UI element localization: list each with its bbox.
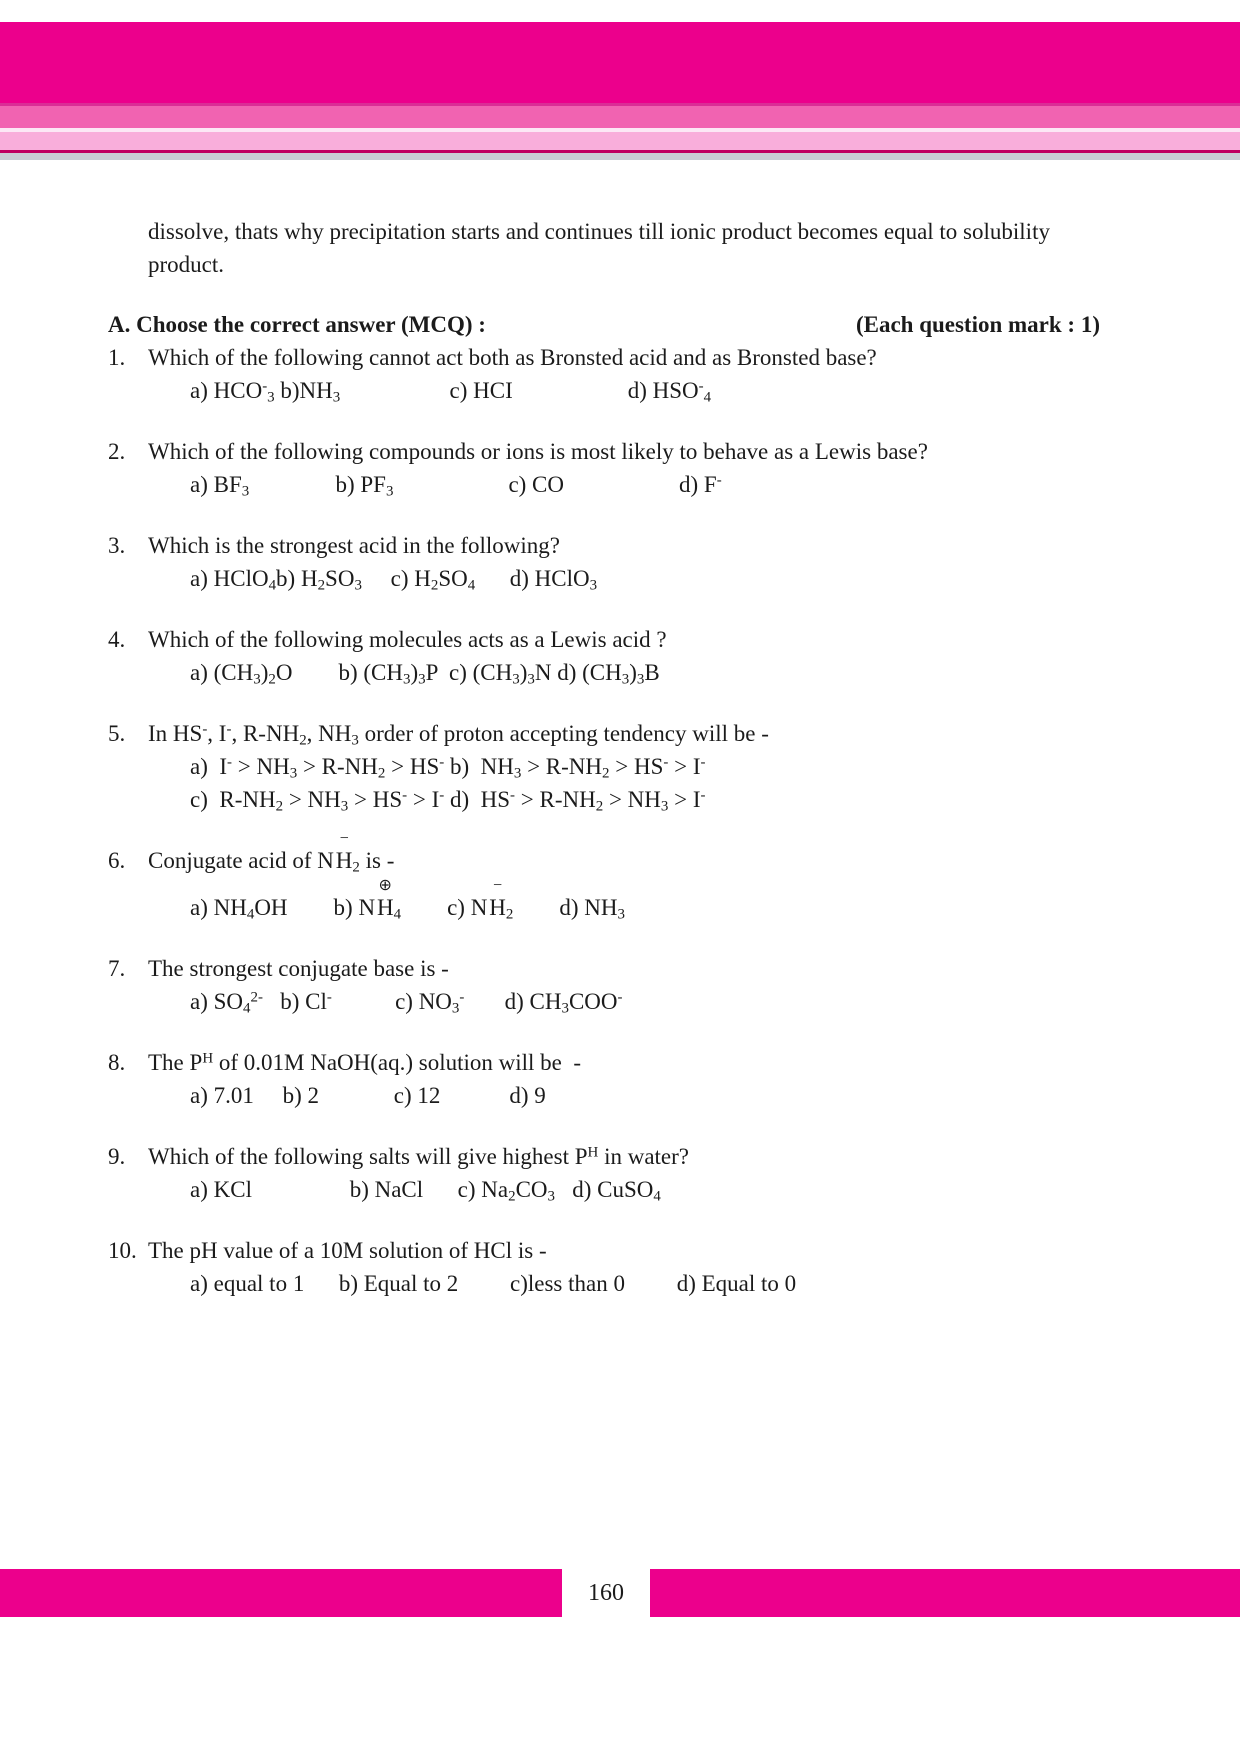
question-text: Which of the following compounds or ions is most likely to behave as a Lewis base? [148, 439, 928, 464]
question-text: The $P^H$ of 0.01M NaOH(aq.) solution will be - [148, 1050, 582, 1075]
option-line: a) 7.01 b) 2 c) 12 d) 9 [190, 1083, 546, 1108]
header-bar-pink-medium [0, 106, 1240, 128]
question [108, 341, 1100, 407]
footer-bar-right [650, 1569, 1240, 1617]
header-line-gray [0, 153, 1240, 160]
question-row [108, 1046, 1100, 1079]
option-line: a) $NH_4OH$ b) N ⊕ $H_4$ c) N − $H_2$ d) $NH_3$ [190, 877, 625, 923]
question-number: 10. [108, 1238, 137, 1263]
page-header-band [0, 0, 1240, 160]
question-number: 2. [108, 439, 126, 464]
option-line: a) $(CH_3)_2O$ b) $(CH_3)_3P$ c) $(CH_3)_3N$ d) $(CH_3)_3B$ [190, 660, 660, 688]
header-white-margin [0, 0, 1240, 22]
option-line: a) $HCO^-_3$ $b)NH_3$ c) HCI d) $HSO^-_4$ [190, 378, 712, 406]
option-line: a) $SO_4^{2-}$ b) Cl- c) $NO_3^-$ d) $CH_3COO^-$ [190, 989, 623, 1017]
question-number: 1. [108, 345, 126, 370]
option-line: a) equal to 1 b) Equal to 2 c)less than 0 d) Equal to 0 [190, 1271, 797, 1296]
option-line: c) $R-NH_2 > NH_3 > HS^- > I^-$ d) $HS^- > R-NH_2 > NH_3 > I^-$ [190, 787, 706, 815]
question [108, 830, 1100, 924]
option-line: a) $I^- > NH_3 > R-NH_2 > HS^-$ b) $NH_3 > R-NH_2 > HS^- > I^-$ [190, 754, 706, 782]
question [108, 623, 1100, 689]
question-text: Which of the following molecules acts as a Lewis acid ? [148, 627, 667, 652]
option-line: a) HClO$_4$b) $H_2SO_3$ c) $H_2SO_4$ d) HClO$_3$ [190, 566, 598, 594]
page-content [0, 160, 1240, 1300]
section-title: A. Choose the correct answer (MCQ) : [108, 312, 486, 337]
question-number: 9. [108, 1144, 126, 1169]
question-row [108, 435, 1100, 468]
question-number: 8. [108, 1050, 126, 1075]
question-list [108, 341, 1100, 1300]
question [108, 717, 1100, 816]
question-number: 4. [108, 627, 126, 652]
question-text: Which of the following salts will give highest $P^H$ in water? [148, 1144, 689, 1169]
question-number: 6. [108, 848, 126, 873]
question [108, 952, 1100, 1018]
question-number: 3. [108, 533, 126, 558]
page-number-box [562, 1569, 650, 1617]
section-mark-note: (Each question mark : 1) [855, 312, 1100, 337]
question-text: Conjugate acid of N − $H_2$ is - [148, 830, 395, 876]
question-text: In HS-, I-, $R-NH_2$, $NH_3$ order of proton accepting tendency will be - [148, 721, 769, 749]
question [108, 435, 1100, 501]
question [108, 1234, 1100, 1300]
question [108, 1046, 1100, 1112]
question-text: Which of the following cannot act both as Bronsted acid and as Bronsted base? [148, 345, 877, 370]
question-row [108, 529, 1100, 562]
question-row [108, 830, 1100, 877]
question-row [108, 1140, 1100, 1173]
header-bar-magenta [0, 22, 1240, 103]
question-text: Which is the strongest acid in the following? [148, 533, 560, 558]
intro-line-2: product. [148, 252, 225, 277]
option-line: a) $BF_3$ b) $PF_3$ c) CO d) F- [190, 472, 722, 500]
question [108, 529, 1100, 595]
option-line: a) KCl b) NaCl c) $Na_2CO_3$ d) CuSO$_4$ [190, 1177, 661, 1205]
question-row [108, 717, 1100, 750]
section-heading [108, 308, 1100, 341]
question-text: The strongest conjugate base is - [148, 956, 449, 981]
page-footer-band [0, 1569, 1240, 1617]
question-text: The pH value of a 10M solution of HCl is - [148, 1238, 547, 1263]
question-row [108, 341, 1100, 374]
question-row [108, 623, 1100, 656]
question-row [108, 952, 1100, 985]
question-row [108, 1234, 1100, 1267]
question-number: 5. [108, 721, 126, 746]
question [108, 1140, 1100, 1206]
question-number: 7. [108, 956, 126, 981]
page-number: 160 [588, 1579, 624, 1606]
footer-bar-left [0, 1569, 562, 1617]
header-bar-pink-light [0, 132, 1240, 150]
intro-line-1: dissolve, thats why precipitation starts and continues till ionic product becomes equal to solubility [148, 219, 1050, 244]
intro-paragraph [148, 215, 1100, 281]
